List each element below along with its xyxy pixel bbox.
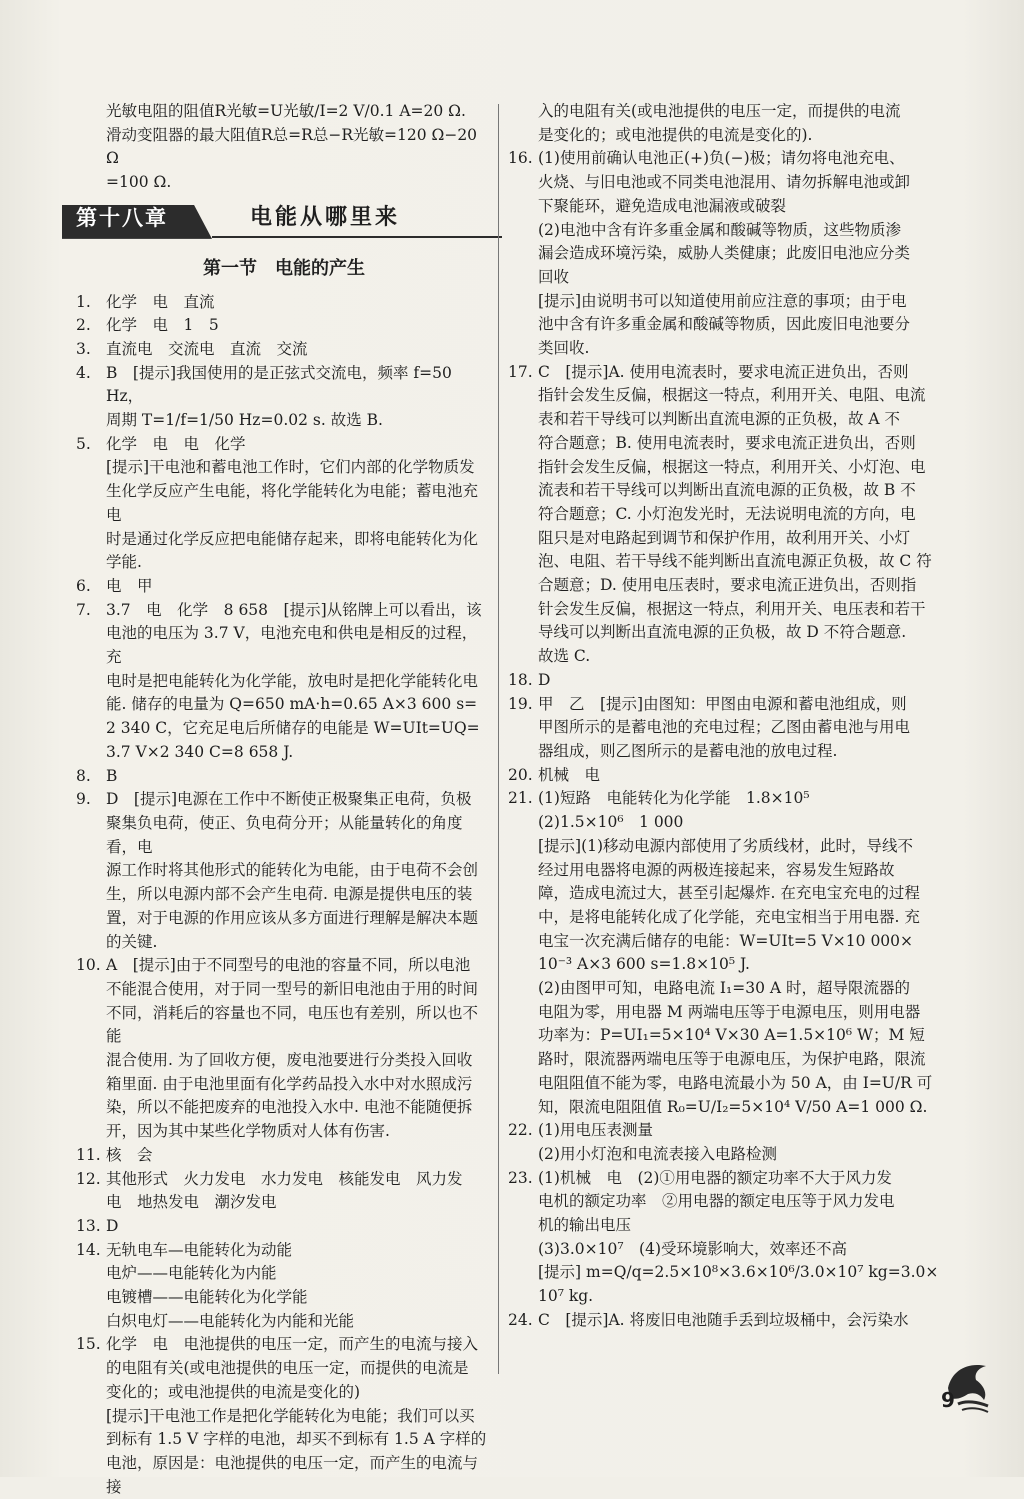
answer-item [76, 362, 492, 433]
answer-number: 4. [76, 363, 91, 382]
answer-body [538, 787, 946, 1119]
answer-line: (1)机械 电 (2)①用电器的额定功率不大于风力发 [538, 1168, 892, 1187]
answer-line: 置，对于电源的作用应该从多方面进行理解是解决本题 [106, 908, 479, 927]
answer-body [106, 1168, 492, 1215]
answer-line: 生化学反应产生电能，将化学能转化为电能；蓄电池充电 [106, 482, 479, 524]
answer-line: 障，造成电流过大，甚至引起爆炸. 在充电宝充电的过程 [538, 884, 920, 903]
answer-line: (1)用电压表测量 [538, 1121, 653, 1140]
answer-line: 经过用电器将电源的两极连接起来，容易发生短路故 [538, 860, 895, 879]
answer-line: 生，所以电源内部不会产生电荷. 电源是提供电压的装 [106, 885, 473, 904]
answer-line: C [提示]A. 将废旧电池随手丢到垃圾桶中，会污染水 [538, 1310, 909, 1329]
answer-body [538, 147, 946, 360]
answer-line: 知，限流电阻阻值 R₀=U/I₂=5×10⁴ V/50 A=1 000 Ω. [538, 1097, 928, 1116]
answer-item [508, 147, 946, 360]
page-number: 9 [941, 1388, 955, 1412]
answer-line: 的电阻有关(或电池提供的电压一定，而提供的电流是 [106, 1359, 469, 1378]
answer-item [508, 787, 946, 1119]
answer-line: 池中含有许多重金属和酸碱等物质，因此废旧电池要分 [538, 315, 911, 334]
answer-item [76, 599, 492, 765]
answer-line: 混合使用. 为了回收方便，废电池要进行分类投入回收 [106, 1051, 473, 1070]
answer-number: 8. [76, 766, 91, 785]
answer-item [76, 433, 492, 575]
answer-item [76, 314, 492, 338]
answer-line: 电镀槽——电能转化为化学能 [106, 1288, 308, 1307]
right-column [508, 100, 946, 1333]
answer-line: (2)由图甲可知，电路电流 I₁=30 A 时，超导限流器的 [538, 979, 910, 998]
answer-line: 回收 [538, 267, 570, 286]
answer-line: 导线可以判断出直流电源的正负极，故 D 不符合题意. [538, 623, 907, 642]
answer-number: 2. [76, 316, 91, 335]
answer-body [538, 361, 946, 669]
answer-body [106, 788, 492, 954]
answer-line: 3.7 电 化学 8 658 [提示]从铭牌上可以看出，该 [106, 600, 482, 619]
intro-line: 滑动变阻器的最大阻值R总=R总−R光敏=120 Ω−20 Ω [106, 125, 478, 168]
answer-item [76, 338, 492, 362]
answer-line: 能. 储存的电量为 Q=650 mA·h=0.65 A×3 600 s= [106, 695, 478, 714]
answer-body [106, 362, 492, 433]
answer-line: 无轨电车—电能转化为动能 [106, 1240, 293, 1259]
answer-body [106, 1239, 492, 1334]
answer-line: 漏会造成环境污染，威胁人类健康；此废旧电池应分类 [538, 244, 911, 263]
answer-line: (3)3.0×10⁷ (4)受环境影响大，效率还不高 [538, 1239, 847, 1258]
answer-line: 10⁻³ A×3 600 s=1.8×10⁵ J. [538, 955, 750, 974]
answer-line: 路时，限流器两端电压等于电源电压，为保护电路，限流 [538, 1050, 926, 1069]
answer-number: 24. [508, 1310, 533, 1329]
answer-line: 指针会发生反偏，根据这一特点，利用开关、电阻、电流 [538, 386, 926, 405]
answer-body [538, 693, 946, 764]
answer-body [106, 338, 492, 362]
answer-line: 到标有 1.5 V 字样的电池，却买不到标有 1.5 A 字样的 [106, 1430, 487, 1449]
answer-line: 机的输出电压 [538, 1216, 632, 1235]
left-answer-list [76, 291, 492, 1499]
answer-number: 15. [76, 1335, 101, 1354]
answer-body [538, 764, 946, 788]
answer-line: (1)使用前确认电池正(+)负(−)极；请勿将电池充电、 [538, 149, 905, 168]
answer-number: 13. [76, 1216, 101, 1235]
answer-line: 3.7 V×2 340 C=8 658 J. [106, 742, 294, 761]
answer-line: 电宝一次充满后储存的电能：W=UIt=5 V×10 000× [538, 931, 914, 950]
answer-line: D [538, 670, 551, 689]
answer-line: 不能混合使用，对于同一型号的新旧电池由于用的时间 [106, 979, 479, 998]
answer-line: (1)短路 电能转化为化学能 1.8×10⁵ [538, 789, 810, 808]
answer-line: 2 340 C，它充足电后所储存的电能是 W=UIt=UQ= [106, 719, 480, 738]
section-title: 第一节 电能的产生 [203, 257, 365, 279]
answer-number: 20. [508, 765, 533, 784]
answer-line: 下聚能环，避免造成电池漏液或破裂 [538, 196, 787, 215]
answer-body [106, 1144, 492, 1168]
answer-number: 7. [76, 600, 91, 619]
intro-line: 光敏电阻的阻值R光敏=U光敏/I=2 V/0.1 A=20 Ω. [106, 102, 466, 120]
answer-line: A [提示]由于不同型号的电池的容量不同，所以电池 [106, 956, 471, 975]
answer-line: D [提示]电源在工作中不断使正极聚集正电荷，负极 [106, 790, 472, 809]
chapter-number: 第十八章 [76, 205, 168, 230]
answer-item [76, 765, 492, 789]
continuation-line: 是变化的；或电池提供的电流是变化的). [538, 125, 813, 144]
answer-line: 中，是将电能转化成了化学能，充电宝相当于用电器. 充 [538, 907, 920, 926]
answer-line: 电 甲 [106, 576, 153, 595]
answer-item [76, 291, 492, 315]
answer-number: 21. [508, 789, 533, 808]
answer-body [538, 1167, 946, 1309]
answer-line: 电炉——电能转化为内能 [106, 1264, 277, 1283]
answer-line: 电池的电压为 3.7 V，电池充电和供电是相反的过程，充 [106, 624, 478, 667]
answer-line: 类回收. [538, 339, 590, 358]
answer-line: 电时是把电能转化为化学能，放电时是把化学能转化电 [106, 671, 479, 690]
answer-line: 甲图所示的是蓄电池的充电过程；乙图由蓄电池与用电 [538, 718, 911, 737]
left-intro [76, 100, 492, 195]
answer-number: 12. [76, 1169, 101, 1188]
answer-line: 符合题意；B. 使用电流表时，要求电流正进负出，否则 [538, 433, 916, 452]
answer-body [106, 314, 492, 338]
answer-body [538, 669, 946, 693]
answer-line: 时是通过化学反应把电能储存起来，即将电能转化为化 [106, 529, 479, 548]
answer-line: B [提示]我国使用的是正弦式交流电，频率 f=50 Hz， [106, 363, 452, 406]
answer-item [76, 954, 492, 1144]
answer-line: 直流电 交流电 直流 交流 [106, 339, 308, 358]
answer-number: 6. [76, 576, 91, 595]
answer-line: 故选 C. [538, 647, 591, 666]
answer-item [76, 1215, 492, 1239]
answer-line: 电阻为零，用电器 M 两端电压等于电源电压，则用电器 [538, 1002, 921, 1021]
answer-line: 表和若干导线可以判断出直流电源的正负极，故 A 不 [538, 410, 901, 429]
answer-line: (2)用小灯泡和电流表接入电路检测 [538, 1144, 777, 1163]
answer-line: 学能. [106, 553, 142, 572]
answer-line: 聚集负电荷，使正、负电荷分开；从能量转化的角度看，电 [106, 813, 463, 856]
answer-line: 泡、电阻、若干导线不能判断出直流电源正负极，故 C 符 [538, 552, 932, 571]
answer-line: [提示] m=Q/q=2.5×10⁸×3.6×10⁶/3.0×10⁷ kg=3.0× [538, 1263, 939, 1282]
answer-line: 火烧、与旧电池或不同类电池混用、请勿拆解电池或卸 [538, 173, 911, 192]
answer-number: 5. [76, 434, 91, 453]
answer-number: 9. [76, 790, 91, 809]
answer-line: 电 地热发电 潮汐发电 [106, 1193, 277, 1212]
answer-line: 功率为：P=UI₁=5×10⁴ V×30 A=1.5×10⁶ W；M 短 [538, 1026, 925, 1045]
answer-line: 符合题意；C. 小灯泡发光时，无法说明电流的方向，电 [538, 504, 916, 523]
answer-line: 化学 电 电 化学 [106, 434, 246, 453]
answer-body [106, 1215, 492, 1239]
answer-number: 18. [508, 670, 533, 689]
answer-line: 器组成，则乙图所示的是蓄电池的放电过程. [538, 741, 838, 760]
answer-number: 11. [76, 1145, 101, 1164]
answer-line: 核 会 [106, 1145, 153, 1164]
answer-line: 染，所以不能把废弃的电池投入水中. 电池不能随便拆 [106, 1098, 473, 1117]
answer-line: 白炽电灯——电能转化为内能和光能 [106, 1311, 355, 1330]
answer-number: 1. [76, 292, 91, 311]
answer-body [106, 599, 492, 765]
answer-number: 3. [76, 339, 91, 358]
answer-line: D [106, 1216, 119, 1235]
chapter-rule [212, 236, 502, 238]
answer-item [76, 1144, 492, 1168]
chapter-heading [62, 205, 502, 243]
answer-line: 10⁷ kg. [538, 1287, 594, 1306]
answer-line: (2)电池中含有许多重金属和酸碱等物质，这些物质渗 [538, 220, 901, 239]
answer-number: 17. [508, 362, 533, 381]
answer-line: 机械 电 [538, 765, 601, 784]
answer-line: 化学 电 1 5 [106, 316, 219, 335]
answer-line: [提示]由说明书可以知道使用前应注意的事项；由于电 [538, 291, 907, 310]
answer-line: [提示](1)移动电源内部使用了劣质线材，此时，导线不 [538, 836, 914, 855]
answer-line: 电阻阻值不能为零，电路电流最小为 50 A，由 I=U/R 可 [538, 1073, 933, 1092]
answer-number: 16. [508, 149, 533, 168]
answer-line: 其他形式 火力发电 水力发电 核能发电 风力发 [106, 1169, 463, 1188]
answer-body [538, 1309, 946, 1333]
answer-number: 10. [76, 956, 101, 975]
answer-item [508, 693, 946, 764]
answer-line: [提示]干电池和蓄电池工作时，它们内部的化学物质发 [106, 458, 475, 477]
answer-line: 指针会发生反偏，根据这一特点，利用开关、小灯泡、电 [538, 457, 926, 476]
answer-item [76, 575, 492, 599]
answer-item [508, 1309, 946, 1333]
answer-line: 不同，消耗后的容量也不同，电压也有差别，所以也不能 [106, 1003, 479, 1046]
answer-item [508, 1167, 946, 1309]
answer-line: 化学 电 电池提供的电压一定，而产生的电流与接入 [106, 1335, 479, 1354]
answer-body [538, 1119, 946, 1166]
answer-number: 14. [76, 1240, 101, 1259]
answer-item [508, 361, 946, 669]
answer-line: 流表和若干导线可以判断出直流电源的正负极，故 B 不 [538, 481, 916, 500]
answer-line: 化学 电 直流 [106, 292, 215, 311]
left-column [76, 100, 492, 1499]
answer-item [508, 1119, 946, 1166]
answer-body [106, 1333, 492, 1499]
answer-line: B [106, 766, 118, 785]
answer-line: (2)1.5×10⁶ 1 000 [538, 813, 684, 832]
answer-number: 22. [508, 1121, 533, 1140]
answer-line: 变化的；或电池提供的电流是变化的) [106, 1382, 361, 1401]
answer-body [106, 291, 492, 315]
answer-item [76, 1239, 492, 1334]
answer-line: 电池，原因是：电池提供的电压一定，而产生的电流与接 [106, 1453, 479, 1496]
right-answer-list [508, 147, 946, 1332]
column-divider [498, 104, 499, 1374]
answer-line: 箱里面. 由于电池里面有化学药品投入水中对水照成污 [106, 1074, 473, 1093]
intro-line: =100 Ω. [106, 173, 172, 192]
answer-line: 开，因为其中某些化学物质对人体有伤害. [106, 1122, 390, 1141]
answer-number: 23. [508, 1168, 533, 1187]
right-continuation [508, 100, 946, 147]
answer-number: 19. [508, 694, 533, 713]
answer-item [76, 1333, 492, 1499]
answer-line: 的关键. [106, 932, 158, 951]
answer-line: 电机的额定功率 ②用电器的额定电压等于风力发电 [538, 1192, 895, 1211]
answer-body [106, 765, 492, 789]
answer-line: 周期 T=1/f=1/50 Hz=0.02 s. 故选 B. [106, 411, 383, 430]
answer-line: 阻只是对电路起到调节和保护作用，故利用开关、小灯 [538, 528, 911, 547]
answer-line: [提示]干电池工作是把化学能转化为电能；我们可以买 [106, 1406, 475, 1425]
answer-body [106, 575, 492, 599]
chapter-title: 电能从哪里来 [250, 204, 401, 230]
answer-body [106, 954, 492, 1144]
answer-line: 合题意；D. 使用电压表时，要求电流正进负出，否则指 [538, 576, 917, 595]
answer-line: 针会发生反偏，根据这一特点，利用开关、电压表和若干 [538, 599, 926, 618]
answer-item [76, 788, 492, 954]
answer-item [76, 1168, 492, 1215]
answer-item [508, 764, 946, 788]
answer-line: 甲 乙 [提示]由图知：甲图由电源和蓄电池组成，则 [538, 694, 907, 713]
answer-body [106, 433, 492, 575]
answer-item [508, 669, 946, 693]
answer-line: C [提示]A. 使用电流表时，要求电流正进负出，否则 [538, 362, 909, 381]
answer-line: 源工作时将其他形式的能转化为电能，由于电荷不会创 [106, 861, 479, 880]
continuation-line: 入的电阻有关(或电池提供的电压一定，而提供的电流 [538, 102, 901, 120]
